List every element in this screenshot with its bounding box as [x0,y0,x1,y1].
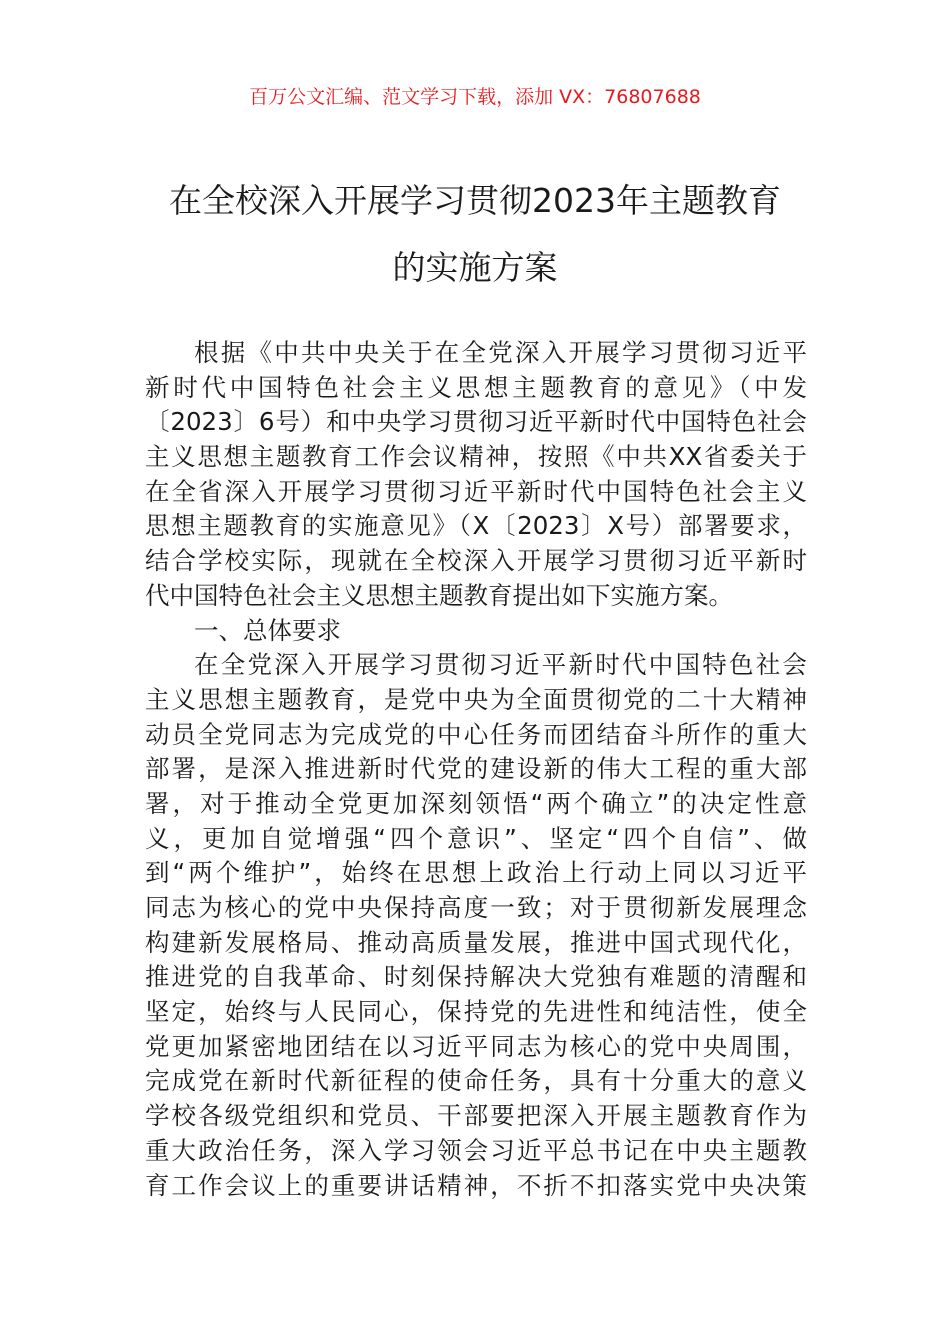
section-heading: 一、总体要求 [194,615,341,645]
body-line: 党更加紧密地团结在以习近平同志为核心的党中央周围， [145,1031,807,1061]
body-line: 代中国特色社会主义思想主题教育提出如下实施方案。 [145,580,733,610]
body-line: 育工作会议上的重要讲话精神，不折不扣落实党中央决策 [145,1170,807,1200]
body-line: 重大政治任务，深入学习领会习近平总书记在中央主题教 [145,1135,807,1165]
body-line: 在全党深入开展学习贯彻习近平新时代中国特色社会 [194,650,807,680]
body-line: 〔2023〕6号）和中央学习贯彻习近平新时代中国特色社会 [145,407,807,437]
body-line: 部署，是深入推进新时代党的建设新的伟大工程的重大部 [145,754,807,784]
body-line: 署，对于推动全党更加深刻领悟“两个确立”的决定性意 [145,788,807,818]
body-line: 坚定，始终与人民同心，保持党的先进性和纯洁性，使全 [145,997,807,1027]
body-line: 完成党在新时代新征程的使命任务，具有十分重大的意义 [145,1066,807,1096]
body-line: 思想主题教育的实施意见》（X〔2023〕X号）部署要求， [145,511,807,541]
header-note: 百万公文汇编、范文学习下载，添加 VX：76807688 [249,86,701,108]
body-line: 结合学校实际，现就在全校深入开展学习贯彻习近平新时 [145,546,807,576]
body-line: 学校各级党组织和党员、干部要把深入开展主题教育作为 [145,1101,807,1131]
body-line: 在全省深入开展学习贯彻习近平新时代中国特色社会主义 [145,476,807,506]
document-title-line-1: 在全校深入开展学习贯彻2023年主题教育 [169,181,781,220]
body-line: 主义思想主题教育，是党中央为全面贯彻党的二十大精神 [145,684,807,714]
body-line: 推进党的自我革命、时刻保持解决大党独有难题的清醒和 [145,962,807,992]
body-line: 主义思想主题教育工作会议精神，按照《中共XX省委关于 [145,442,807,472]
body-line: 动员全党同志为完成党的中心任务而团结奋斗所作的重大 [145,719,807,749]
body-line: 义，更加自觉增强“四个意识”、坚定“四个自信”、做 [145,823,807,853]
body-line: 构建新发展格局、推动高质量发展，推进中国式现代化， [145,927,807,957]
body-line: 到“两个维护”，始终在思想上政治上行动上同以习近平 [145,858,807,888]
body-line: 新时代中国特色社会主义思想主题教育的意见》（中发 [145,372,807,402]
body-line: 根据《中共中央关于在全党深入开展学习贯彻习近平 [194,338,807,367]
document-body [145,336,807,1203]
body-line: 同志为核心的党中央保持高度一致；对于贯彻新发展理念 [145,893,807,922]
document-title-line-2: 的实施方案 [392,248,558,287]
